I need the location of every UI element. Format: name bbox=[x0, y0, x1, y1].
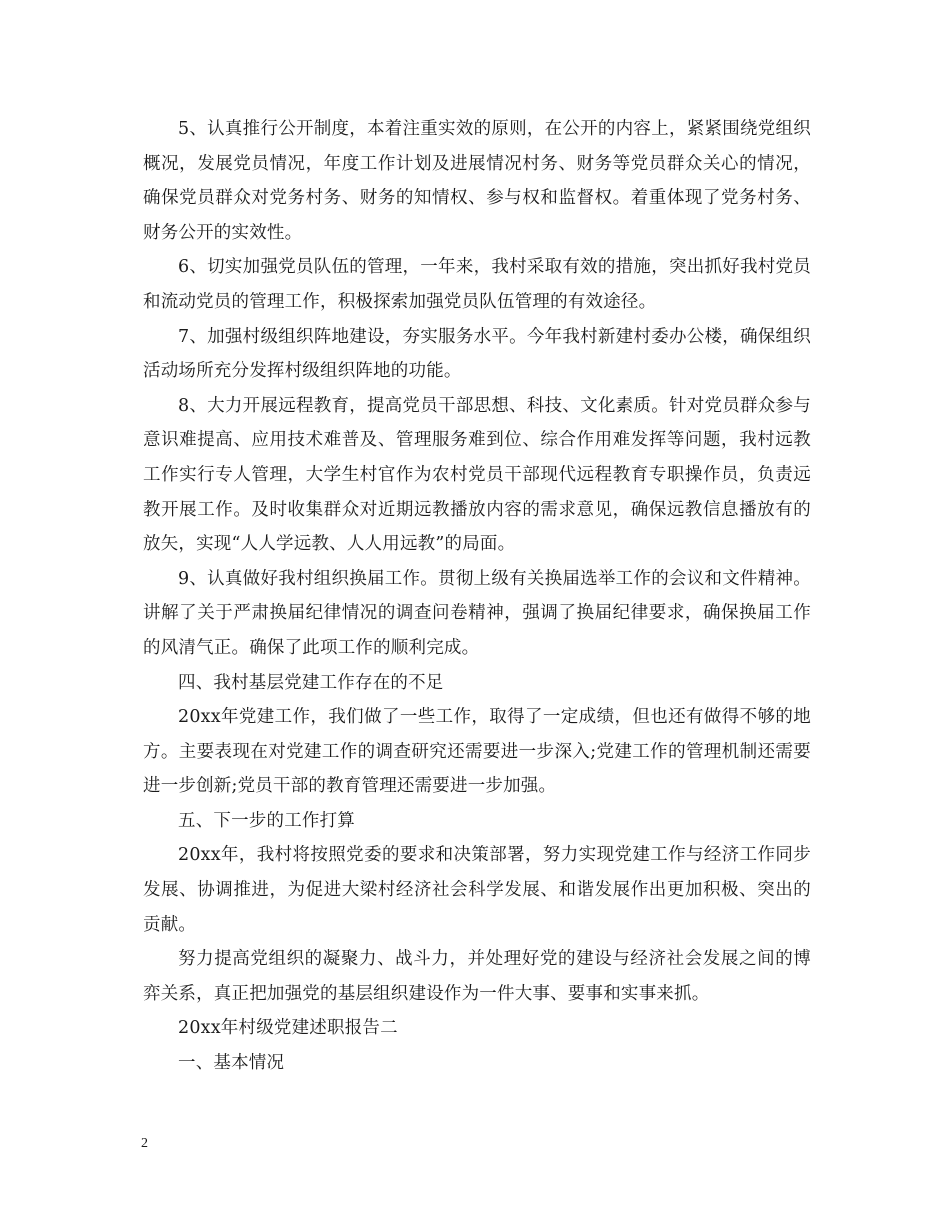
paragraph-next-steps: 20xx年，我村将按照党委的要求和决策部署，努力实现党建工作与经济工作同步发展、协调推进，为促进大梁村经济社会科学发展、和谐发展作出更加积极、突出的贡献。 bbox=[143, 845, 811, 935]
section-heading-next-steps: 五、下一步的工作打算 bbox=[178, 810, 355, 831]
paragraph-cohesion: 努力提高党组织的凝聚力、战斗力，并处理好党的建设与经济社会发展之间的博弈关系，真正把加强党的基层组织建设作为一件大事、要事和实事来抓。 bbox=[143, 949, 811, 1004]
page-number: 2 bbox=[141, 1136, 148, 1151]
report-two-title: 20xx年村级党建述职报告二 bbox=[178, 1018, 398, 1039]
paragraph-item-5: 5、认真推行公开制度，本着注重实效的原则，在公开的内容上，紧紧围绕党组织概况，发展党员情况，年度工作计划及进展情况村务、财务等党员群众关心的情况，确保党员群众对党务村务、财务的知情权、参与权和监督权。着重体现了党务村务、财务公开的实效性。 bbox=[143, 119, 811, 243]
section-heading-shortcomings: 四、我村基层党建工作存在的不足 bbox=[178, 672, 444, 693]
paragraph-item-7: 7、加强村级组织阵地建设，夯实服务水平。今年我村新建村委办公楼，确保组织活动场所充分发挥村级组织阵地的功能。 bbox=[143, 326, 811, 382]
paragraph-item-6: 6、切实加强党员队伍的管理，一年来，我村采取有效的措施，突出抓好我村党员和流动党员的管理工作，积极探索加强党员队伍管理的有效途径。 bbox=[143, 257, 811, 312]
document-body bbox=[143, 112, 811, 1081]
paragraph-item-9: 9、认真做好我村组织换届工作。贯彻上级有关换届选举工作的会议和文件精神。讲解了关于严肃换届纪律情况的调查问卷精神，强调了换届纪律要求，确保换届工作的风清气正。确保了此项工作的顺利完成。 bbox=[143, 568, 811, 658]
section-heading-basic-info: 一、基本情况 bbox=[178, 1053, 285, 1074]
paragraph-shortcomings: 20xx年党建工作，我们做了一些工作，取得了一定成绩，但也还有做得不够的地方。主要表现在对党建工作的调查研究还需要进一步深入;党建工作的管理机制还需要进一步创新;党员干部的教育管理还需要进一步加强。 bbox=[143, 707, 811, 797]
paragraph-item-8: 8、大力开展远程教育，提高党员干部思想、科技、文化素质。针对党员群众参与意识难提高、应用技术难普及、管理服务难到位、综合作用难发挥等问题，我村远教工作实行专人管理，大学生村官作为农村党员干部现代远程教育专职操作员，负责远教开展工作。及时收集群众对近期远教播放内容的需求意见，确保远教信息播放有的放矢，实现“人人学远教、人人用远教”的局面。 bbox=[143, 395, 811, 555]
